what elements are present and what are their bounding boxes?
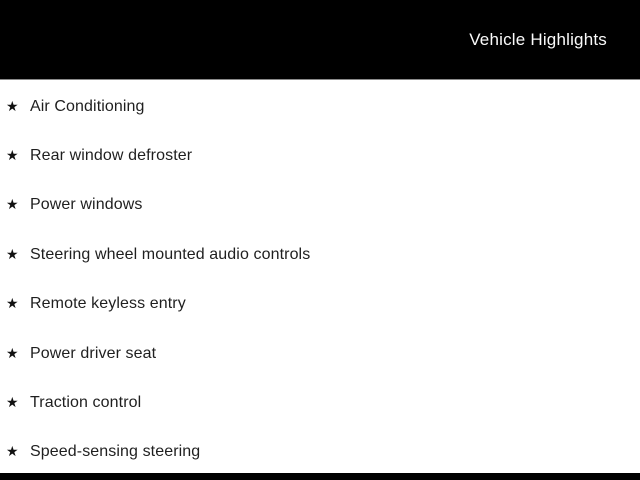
list-item [6, 181, 640, 230]
star-icon: ★ [6, 345, 19, 362]
star-icon: ★ [6, 444, 19, 461]
list-item [6, 131, 640, 180]
feature-label: Remote keyless entry [30, 295, 186, 313]
star-icon: ★ [6, 296, 19, 313]
header-bar [0, 0, 640, 80]
feature-label: Power driver seat [30, 344, 157, 362]
vehicle-highlights-list [0, 80, 640, 477]
feature-label: Traction control [30, 394, 142, 412]
star-icon: ★ [6, 395, 19, 412]
list-item [6, 428, 640, 477]
feature-label: Rear window defroster [30, 147, 193, 165]
star-icon: ★ [6, 246, 19, 263]
star-icon: ★ [6, 148, 19, 165]
list-item [6, 280, 640, 329]
star-icon: ★ [6, 98, 19, 115]
feature-label: Air Conditioning [30, 97, 145, 115]
list-item [6, 378, 640, 427]
list-item [6, 329, 640, 378]
footer-bar [0, 473, 640, 480]
feature-label: Speed-sensing steering [30, 443, 201, 461]
star-icon: ★ [6, 197, 19, 214]
list-item [6, 82, 640, 131]
feature-label: Power windows [30, 196, 143, 214]
page-title: Vehicle Highlights [469, 29, 607, 49]
list-item [6, 230, 640, 279]
feature-label: Steering wheel mounted audio controls [30, 245, 311, 263]
